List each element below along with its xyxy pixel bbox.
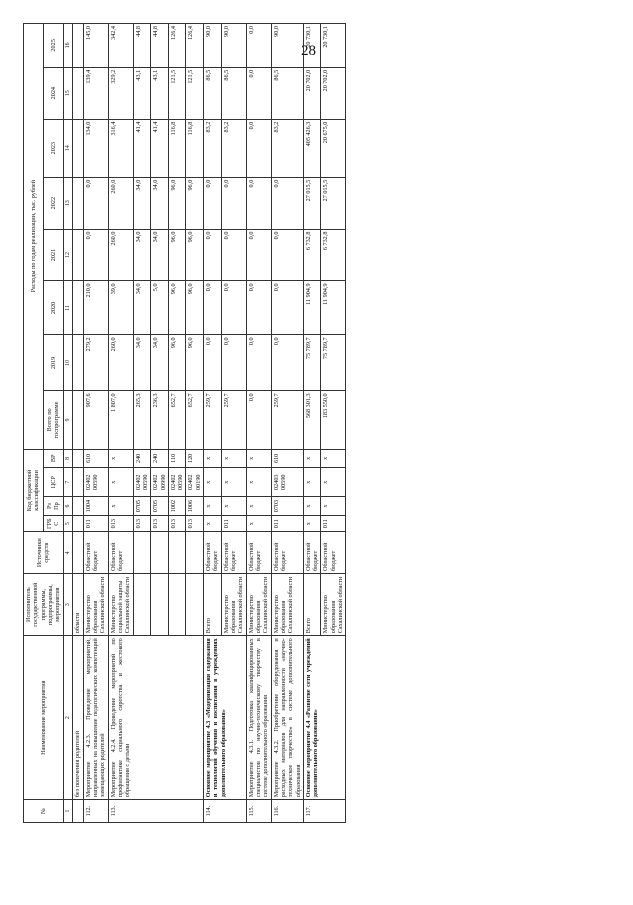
vr-cell: 120 (186, 449, 204, 468)
row-number: 112. (83, 800, 108, 823)
year-value-cell: 96,0 (186, 281, 204, 335)
source-cell: Областной бюджет (271, 532, 303, 574)
year-value-cell: 0,0 (83, 177, 108, 229)
year-value-cell: 90,0 (271, 24, 303, 68)
executor-cell: Всего (303, 574, 321, 636)
table-row (271, 24, 303, 823)
continuation-executor: области (73, 574, 83, 636)
year-value-cell: 0,0 (83, 229, 108, 281)
header-code-group: Код бюджетной классификации (24, 449, 44, 532)
year-value-cell: 96,0 (186, 335, 204, 391)
measure-name: Основное мероприятие 4.3 «Модернизация содержания и технологий обучения и воспитания в учреждениях дополнительного образования» (204, 636, 247, 800)
year-value-cell: 34,0 (151, 335, 169, 391)
rzpr-cell: 1006 (186, 497, 204, 516)
year-value-cell: 260,0 (108, 335, 133, 391)
year-value-cell: 27 015,5 (303, 177, 321, 229)
continuation-name: без попечения родителей (73, 636, 83, 800)
year-value-cell: 83,2 (204, 119, 222, 177)
col-number: 11 (63, 281, 73, 335)
csr-cell: х (204, 468, 222, 497)
csr-cell: х (221, 468, 246, 497)
executor-cell: Министерство образования Сахалинской области (83, 574, 108, 636)
year-value-cell: 34,0 (133, 335, 151, 391)
col-number: 6 (63, 497, 73, 516)
year-value-cell: 86,5 (221, 67, 246, 119)
header-rzpr: Рз Пр (43, 497, 63, 516)
header-year: 2021 (43, 229, 63, 281)
year-value-cell: 0,0 (271, 229, 303, 281)
total-cell: 183 550,0 (321, 391, 346, 449)
row-number: 114. (204, 800, 247, 823)
year-value-cell: 0,0 (246, 24, 271, 68)
grbs-cell: 011 (221, 515, 246, 532)
row-number: 117. (303, 800, 346, 823)
source-cell: Областной бюджет (108, 532, 133, 574)
col-number: 7 (63, 468, 73, 497)
year-value-cell: 20 675,0 (321, 119, 346, 177)
year-value-cell: 86,5 (271, 67, 303, 119)
source-cell (186, 532, 204, 574)
header-source: Источники средств (24, 532, 64, 574)
col-number: 9 (63, 391, 73, 449)
vr-cell: х (321, 449, 346, 468)
year-value-cell: 0,0 (246, 177, 271, 229)
year-value-cell: 96,0 (168, 229, 186, 281)
total-cell: 259,7 (271, 391, 303, 449)
budget-table (23, 23, 346, 823)
header-num: № (24, 800, 64, 823)
executor-cell: Всего (204, 574, 222, 636)
executor-cell: Министерство социальной защиты Сахалинской области (108, 574, 133, 636)
year-value-cell: 210,0 (83, 281, 108, 335)
year-value-cell: 83,2 (221, 119, 246, 177)
col-number: 16 (63, 24, 73, 68)
vr-cell: 240 (133, 449, 151, 468)
total-cell: 652,7 (168, 391, 186, 449)
grbs-cell: 011 (321, 515, 346, 532)
grbs-cell: 011 (271, 515, 303, 532)
executor-cell (151, 574, 169, 636)
year-value-cell: 75 789,7 (303, 335, 321, 391)
year-value-cell: 329,2 (108, 67, 133, 119)
rzpr-cell: 1004 (83, 497, 108, 516)
rzpr-cell: х (321, 497, 346, 516)
grbs-cell: 013 (168, 515, 186, 532)
row-number: 113. (108, 800, 203, 823)
table-row (246, 24, 271, 823)
rzpr-cell: 0705 (151, 497, 169, 516)
year-value-cell: 0,0 (271, 335, 303, 391)
year-value-cell: 279,2 (83, 335, 108, 391)
csr-cell: 02402 00590 (133, 468, 151, 497)
year-value-cell: 20 730,1 (303, 24, 321, 68)
year-value-cell: 34,0 (151, 177, 169, 229)
year-value-cell: 260,0 (108, 229, 133, 281)
header-csr: ЦСР (43, 468, 63, 497)
csr-cell: 02402 00590 (83, 468, 108, 497)
year-value-cell: 43,1 (133, 67, 151, 119)
year-value-cell: 6 732,8 (303, 229, 321, 281)
grbs-cell: 013 (108, 515, 133, 532)
year-value-cell: 0,0 (271, 281, 303, 335)
csr-cell: х (321, 468, 346, 497)
csr-cell: 02402 00990 (151, 468, 169, 497)
year-value-cell: 20 730,1 (321, 24, 346, 68)
year-value-cell: 121,5 (186, 67, 204, 119)
rzpr-cell: х (108, 497, 133, 516)
table-row (108, 24, 133, 823)
csr-cell: 02402 00190 (186, 468, 204, 497)
vr-cell: 610 (271, 449, 303, 468)
source-cell (151, 532, 169, 574)
rzpr-cell: х (303, 497, 321, 516)
grbs-cell: х (204, 515, 222, 532)
year-value-cell: 44,8 (151, 24, 169, 68)
col-number: 2 (63, 636, 73, 800)
year-value-cell: 34,0 (133, 229, 151, 281)
year-value-cell: 83,2 (271, 119, 303, 177)
total-cell: 0,0 (246, 391, 271, 449)
year-value-cell: 96,0 (168, 177, 186, 229)
executor-cell: Министерство образования Сахалинской области (221, 574, 246, 636)
table-row (204, 24, 222, 823)
year-value-cell: 126,4 (168, 24, 186, 68)
year-value-cell: 90,0 (204, 24, 222, 68)
executor-cell: Министерство образования Сахалинской области (246, 574, 271, 636)
year-value-cell: 96,0 (168, 335, 186, 391)
year-value-cell: 260,0 (108, 177, 133, 229)
total-cell: 1 807,0 (108, 391, 133, 449)
year-value-cell: 96,0 (186, 229, 204, 281)
year-value-cell: 43,1 (151, 67, 169, 119)
table-row (303, 24, 321, 823)
year-value-cell: 121,5 (168, 67, 186, 119)
year-value-cell: 5,0 (151, 281, 169, 335)
year-value-cell: 34,0 (151, 229, 169, 281)
total-cell: 265,3 (133, 391, 151, 449)
grbs-cell: х (246, 515, 271, 532)
year-value-cell: 41,4 (133, 119, 151, 177)
year-value-cell: 96,0 (186, 177, 204, 229)
col-number: 5 (63, 515, 73, 532)
year-value-cell: 0,0 (221, 335, 246, 391)
source-cell: Областной бюджет (204, 532, 222, 574)
rzpr-cell: х (221, 497, 246, 516)
continuation-row (73, 24, 83, 823)
year-value-cell: 0,0 (221, 229, 246, 281)
vr-cell: 110 (168, 449, 186, 468)
vr-cell: х (204, 449, 222, 468)
year-value-cell: 0,0 (246, 281, 271, 335)
row-number: 115. (246, 800, 271, 823)
measure-name: Мероприятие 4.2.3. Проведение мероприятий, направленных на повышение педагогических компетенций замещающих родителей (83, 636, 108, 800)
header-expenses-group: Расходы по годам реализации, тыс. рублей (24, 24, 44, 450)
year-value-cell: 75 789,7 (321, 335, 346, 391)
measure-name: Основное мероприятие 4.4 «Развитие сети учреждений дополнительного образования» (303, 636, 346, 800)
source-cell (133, 532, 151, 574)
year-value-cell: 0,0 (246, 229, 271, 281)
csr-cell: х (108, 468, 133, 497)
year-value-cell: 0,0 (221, 177, 246, 229)
year-value-cell: 96,0 (168, 281, 186, 335)
vr-cell: 240 (151, 449, 169, 468)
col-number: 12 (63, 229, 73, 281)
executor-cell: Министерство образования Сахалинской области (321, 574, 346, 636)
header-total: Всего по госпрограмме (43, 391, 63, 449)
rzpr-cell: 0703 (271, 497, 303, 516)
year-value-cell: 20 702,0 (321, 67, 346, 119)
year-value-cell: 0,0 (204, 281, 222, 335)
year-value-cell: 0,0 (204, 177, 222, 229)
grbs-cell: 011 (83, 515, 108, 532)
year-value-cell: 405 426,3 (303, 119, 321, 177)
year-value-cell: 342,4 (108, 24, 133, 68)
source-cell: Областной бюджет (321, 532, 346, 574)
header-year: 2023 (43, 119, 63, 177)
grbs-cell: 013 (133, 515, 151, 532)
measure-name: Мероприятие 4.2.4. Проведение мероприятий по профилактике социального сиротства и жестокого обращения с детьми (108, 636, 203, 800)
source-cell: Областной бюджет (246, 532, 271, 574)
year-value-cell: 34,0 (133, 281, 151, 335)
vr-cell: х (221, 449, 246, 468)
rzpr-cell: х (246, 497, 271, 516)
executor-cell (186, 574, 204, 636)
header-year: 2020 (43, 281, 63, 335)
executor-cell (168, 574, 186, 636)
vr-cell: х (108, 449, 133, 468)
row-number: 116. (271, 800, 303, 823)
vr-cell: х (303, 449, 321, 468)
year-value-cell: 27 015,5 (321, 177, 346, 229)
year-value-cell: 116,8 (168, 119, 186, 177)
grbs-cell: 013 (186, 515, 204, 532)
rzpr-cell: х (204, 497, 222, 516)
year-value-cell: 34,0 (133, 177, 151, 229)
year-value-cell: 316,4 (108, 119, 133, 177)
year-value-cell: 86,5 (204, 67, 222, 119)
header-grbs: ГРБС (43, 515, 63, 532)
csr-cell: х (303, 468, 321, 497)
grbs-cell: х (303, 515, 321, 532)
year-value-cell: 0,0 (204, 335, 222, 391)
year-value-cell: 11 904,9 (321, 281, 346, 335)
col-number: 14 (63, 119, 73, 177)
table-header (24, 24, 73, 823)
total-cell: 259,7 (221, 391, 246, 449)
page-number: 28 (301, 43, 316, 59)
source-cell: Областной бюджет (221, 532, 246, 574)
vr-cell: 610 (83, 449, 108, 468)
total-cell: 568 301,3 (303, 391, 321, 449)
executor-cell: Министерство образования Сахалинской области (271, 574, 303, 636)
header-vr: ВР (43, 449, 63, 468)
grbs-cell: 013 (151, 515, 169, 532)
csr-cell: 02403 00590 (271, 468, 303, 497)
header-year: 2025 (43, 24, 63, 68)
year-value-cell: 139,4 (83, 67, 108, 119)
year-value-cell: 116,8 (186, 119, 204, 177)
year-value-cell: 0,0 (246, 119, 271, 177)
year-value-cell: 6 732,8 (321, 229, 346, 281)
header-year: 2019 (43, 335, 63, 391)
year-value-cell: 90,0 (221, 24, 246, 68)
year-value-cell: 44,8 (133, 24, 151, 68)
source-cell: Областной бюджет (303, 532, 321, 574)
year-value-cell: 126,4 (186, 24, 204, 68)
header-year: 2024 (43, 67, 63, 119)
col-number: 13 (63, 177, 73, 229)
col-number: 4 (63, 532, 73, 574)
total-cell: 259,7 (204, 391, 222, 449)
year-value-cell: 0,0 (221, 281, 246, 335)
year-value-cell: 0,0 (246, 335, 271, 391)
col-number: 15 (63, 67, 73, 119)
table-row (83, 24, 108, 823)
table-body (73, 24, 346, 823)
vr-cell: х (246, 449, 271, 468)
year-value-cell: 39,0 (108, 281, 133, 335)
col-number: 10 (63, 335, 73, 391)
column-number-row (63, 24, 73, 823)
header-executor: Исполнитель государственной программы, подпрограммы, мероприятия (24, 574, 64, 636)
source-cell (168, 532, 186, 574)
csr-cell: 02402 00590 (168, 468, 186, 497)
year-value-cell: 11 904,9 (303, 281, 321, 335)
col-number: 1 (63, 800, 73, 823)
total-cell: 907,6 (83, 391, 108, 449)
csr-cell: х (246, 468, 271, 497)
year-value-cell: 41,4 (151, 119, 169, 177)
measure-name: Мероприятие 4.3.2. Приобретение оборудования и расходных материалов для направленности «научно-техническое творчество» в системе дополнительного образования (271, 636, 303, 800)
header-year: 2022 (43, 177, 63, 229)
year-value-cell: 0,0 (204, 229, 222, 281)
executor-cell (133, 574, 151, 636)
header-name: Наименование мероприятия (24, 636, 64, 800)
measure-name: Мероприятие 4.3.1. Подготовка квалифицированных специалистов по научно-техническому творчеству в системе дополнительного образования (246, 636, 271, 800)
rzpr-cell: 0705 (133, 497, 151, 516)
col-number: 8 (63, 449, 73, 468)
source-cell: Областной бюджет (83, 532, 108, 574)
col-number: 3 (63, 574, 73, 636)
year-value-cell: 0,0 (246, 67, 271, 119)
year-value-cell: 145,0 (83, 24, 108, 68)
year-value-cell: 0,0 (271, 177, 303, 229)
total-cell: 236,3 (151, 391, 169, 449)
year-value-cell: 20 702,0 (303, 67, 321, 119)
rzpr-cell: 1002 (168, 497, 186, 516)
total-cell: 652,7 (186, 391, 204, 449)
year-value-cell: 134,0 (83, 119, 108, 177)
